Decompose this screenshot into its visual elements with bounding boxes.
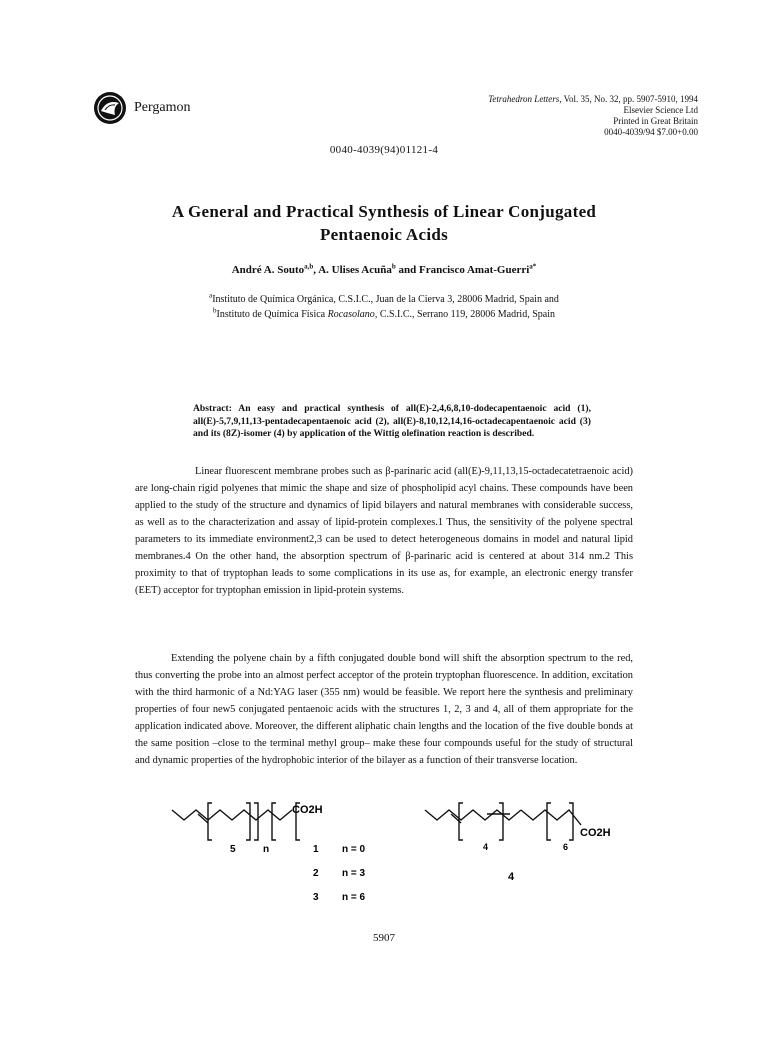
compound-n-value: n = 3 xyxy=(342,868,366,879)
chemical-structures-scheme xyxy=(150,800,630,910)
volume-pages: , Vol. 35, No. 32, pp. 5907-5910, 1994 xyxy=(559,94,698,104)
abstract-text: An easy and practical synthesis of all(E)-2,4,6,8,10-dodecapentaenoic acid (1), all(E)-5,7,9,11,13-pentadecapentaenoic acid (2), all(E)-8,10,12,14,16-octadecapentaenoic acid (3) and its (8Z)-isomer (4) by application of the Wittig olefination reaction is described. xyxy=(193,403,591,439)
author-affiliation-mark: a,b xyxy=(304,262,314,271)
paper-title xyxy=(0,200,768,246)
compound-number: 1 xyxy=(313,844,319,855)
paragraph-text: Extending the polyene chain by a fifth conjugated double bond will shift the absorption spectrum to the red, thus converting the probe into an almost perfect acceptor of the protein tryptophan fluorescence. In addition, excitation with the third harmonic of a Nd:YAG laser (355 nm) would be feasible. We report here the synthesis and preliminary properties of four new5 conjugated pentaenoic acids with the structures 1, 2, 3 and 4, all of them appropriate for the application indicated above. Moreover, the different aliphatic chain lengths and the location of the five double bonds at the same position –close to the terminal methyl group– make these four compounds useful for the study of structural and dynamic properties of the hydrophobic interior of the bilayer as a function of their transverse location. xyxy=(135,653,633,766)
abstract xyxy=(193,403,591,441)
author-separator: and xyxy=(395,264,420,276)
body-paragraph-2 xyxy=(135,650,633,769)
citation-line-1 xyxy=(378,94,698,105)
publisher-name: Pergamon xyxy=(134,100,191,115)
author-affiliation-mark: b xyxy=(391,262,396,271)
affiliation-italic: Rocasolano xyxy=(327,309,375,320)
abstract-label: Abstract: xyxy=(193,403,232,414)
affiliation-text: Instituto de Química Física xyxy=(216,309,328,320)
paragraph-text: Linear fluorescent membrane probes such as β-parinaric acid (all(E)-9,11,13,15-octadecatetraenoic acid) are long-chain rigid polyenes that mimic the shape and size of phospholipid acyl chains. These compounds have been applied to the study of the structure and dynamics of lipid bilayers and natural membranes with considerable success, as well as to the characterization and assay of lipid-protein complexes.1 Thus, the sensitivity of the polyene spectral parameters to its immediate environment2,3 can be used to detect heterogeneous domains in model and natural lipid membranes.4 On the other hand, the absorption spectrum of β-parinaric acid is centered at about 314 nm.2 This proximity to that of tryptophan leads to some complications in its use as, for example, an electronic energy transfer (EET) acceptor for tryptophan emission in lipid-protein systems. xyxy=(135,466,633,596)
title-line-2: Pentaenoic Acids xyxy=(319,225,449,244)
journal-name: Tetrahedron Letters xyxy=(488,94,560,104)
page-number: 5907 xyxy=(373,932,395,944)
compound-4-label: 4 xyxy=(508,871,515,883)
compound-n-value: n = 6 xyxy=(342,892,366,903)
right-subscript-6: 6 xyxy=(563,842,569,852)
affiliation-text: , C.S.I.C., Serrano 119, 28006 Madrid, Spain xyxy=(374,309,555,320)
left-subscript-5: 5 xyxy=(230,844,236,855)
affiliation-text: Instituto de Química Orgánica, C.S.I.C., Juan de la Cierva 3, 28006 Madrid, Spain and xyxy=(212,294,559,305)
pergamon-logo-icon xyxy=(93,91,127,125)
left-carboxyl-label: CO2H xyxy=(292,804,323,816)
author-affiliation-mark: a* xyxy=(529,262,537,271)
compound-number: 2 xyxy=(313,868,319,879)
author-name: A. Ulises Acuña xyxy=(318,264,392,276)
affiliation-mark: b xyxy=(213,306,217,315)
citation-line-3: Printed in Great Britain xyxy=(613,116,698,126)
author-name: André A. Souto xyxy=(231,264,305,276)
citation-line-2: Elsevier Science Ltd xyxy=(623,105,698,115)
title-line-1: A General and Practical Synthesis of Linear Conjugated xyxy=(171,202,597,221)
author-name: Francisco Amat-Guerri xyxy=(419,264,530,276)
affiliation-a xyxy=(0,291,768,305)
doi-code: 0040-4039(94)01121-4 xyxy=(329,144,439,156)
right-subscript-4: 4 xyxy=(483,842,489,852)
body-paragraph-1 xyxy=(135,463,633,599)
author-separator: , xyxy=(313,264,319,276)
affiliation-b xyxy=(0,306,768,320)
journal-citation xyxy=(378,94,698,138)
citation-line-4: 0040-4039/94 $7.00+0.00 xyxy=(604,127,698,137)
affiliation-mark: a xyxy=(209,291,213,300)
compound-n-value: n = 0 xyxy=(342,844,366,855)
right-structure-skeleton xyxy=(425,803,581,840)
author-list xyxy=(0,264,768,276)
left-structure-skeleton xyxy=(172,803,300,840)
compound-number: 3 xyxy=(313,892,319,903)
left-subscript-n: n xyxy=(263,844,270,855)
right-carboxyl-label: CO2H xyxy=(580,827,611,839)
